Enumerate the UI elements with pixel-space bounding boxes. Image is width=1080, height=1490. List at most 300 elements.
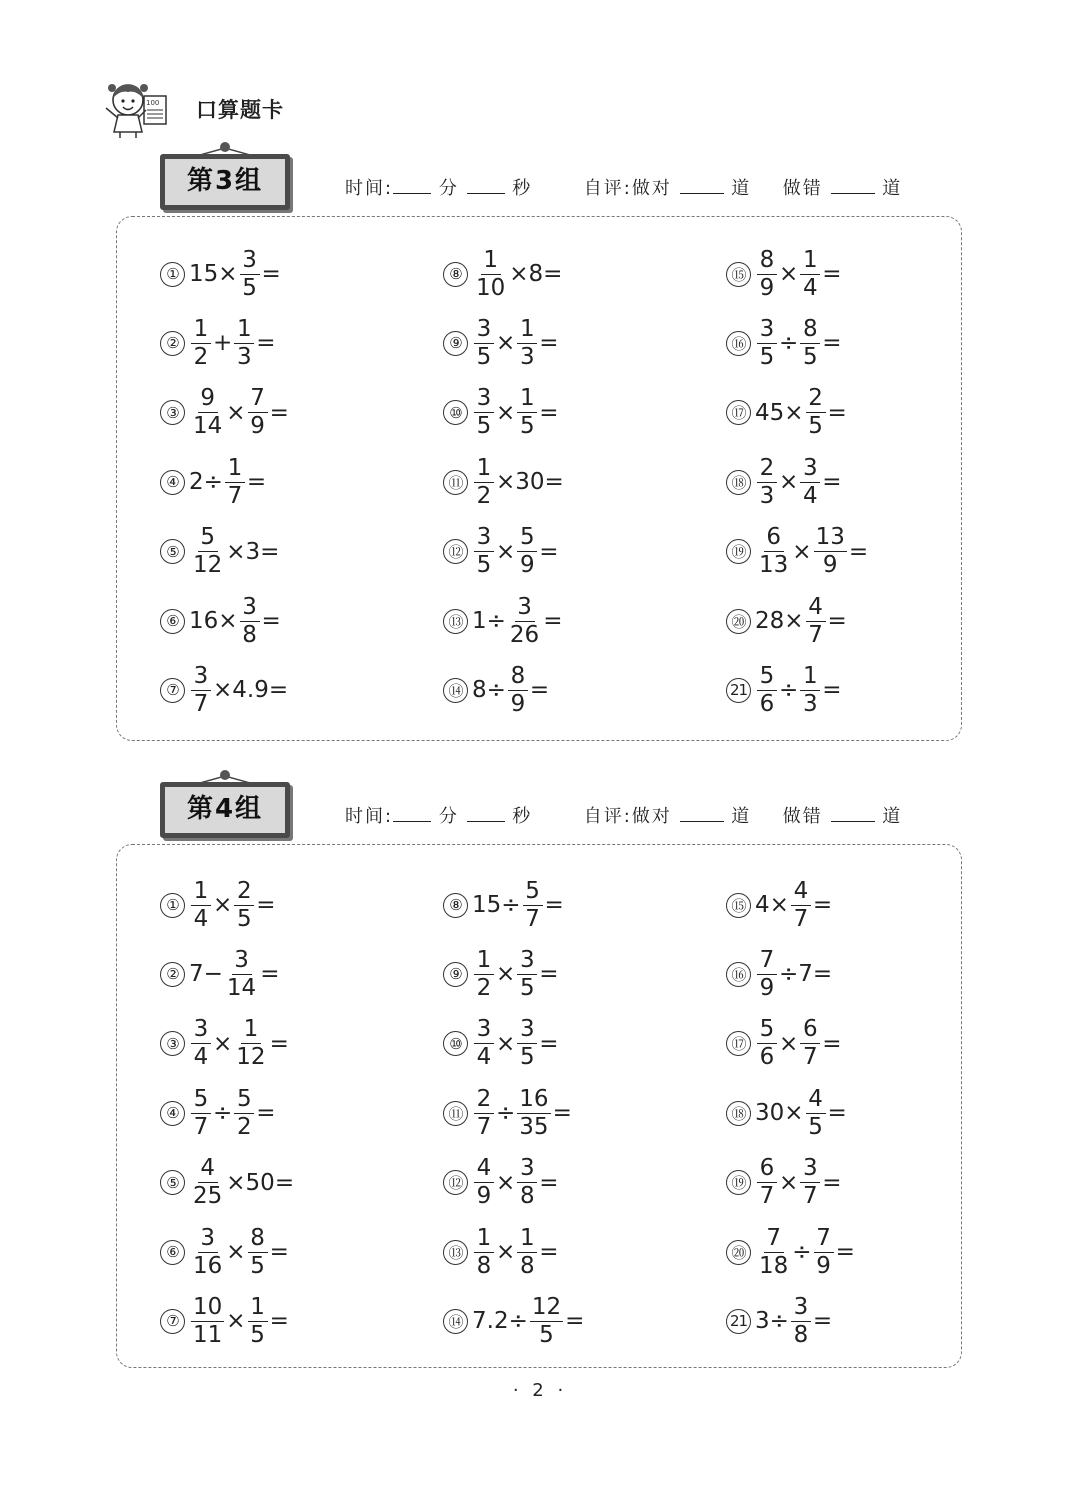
wrong-label: 做错 [782, 178, 823, 199]
denominator: 5 [759, 343, 775, 370]
numerator: 16 [519, 1085, 549, 1112]
numerator: 8 [508, 665, 528, 691]
group-sign [160, 770, 296, 836]
minute-blank[interactable] [393, 177, 431, 194]
problem-number: ⑭ [443, 678, 468, 703]
expression-text: 15÷ [472, 892, 521, 918]
numerator: 3 [517, 1018, 537, 1044]
fraction [191, 526, 224, 577]
fraction [191, 315, 211, 370]
problem-item [443, 385, 559, 440]
expression-text: = [544, 892, 564, 918]
fraction [530, 1293, 563, 1348]
denominator: 2 [193, 343, 209, 370]
expression-text: = [269, 1030, 289, 1057]
fraction [757, 1157, 777, 1208]
correct-count-blank[interactable] [680, 177, 724, 194]
problem-number: ⑱ [726, 1101, 751, 1126]
problem-item [443, 1016, 559, 1071]
denominator: 9 [822, 552, 838, 579]
time-label: 时间: [345, 178, 394, 199]
numerator: 1 [241, 1018, 261, 1044]
problem-number: ② [160, 962, 185, 987]
fraction [517, 1018, 537, 1069]
denominator: 3 [759, 482, 775, 509]
time-label: 时间: [345, 806, 394, 827]
fraction [800, 1157, 820, 1208]
denominator: 4 [802, 482, 818, 509]
expression-text: = [256, 1100, 276, 1127]
problem-item [726, 593, 847, 648]
denominator: 4 [193, 1044, 209, 1071]
denominator: 7 [525, 905, 540, 932]
problem-number: ⑯ [726, 331, 751, 356]
problem-number: ④ [160, 470, 185, 495]
expression-text: = [539, 961, 559, 988]
problem-item [443, 1224, 559, 1279]
problem-item [443, 1293, 585, 1348]
numerator: 10 [193, 1293, 223, 1320]
problem-item [726, 246, 842, 301]
numerator: 12 [531, 1293, 562, 1320]
numerator: 5 [191, 1088, 211, 1114]
denominator: 9 [759, 974, 775, 1001]
problem-number: ⑥ [160, 609, 185, 634]
numerator: 7 [764, 1227, 784, 1253]
fraction [248, 387, 268, 438]
expression-text: × [496, 1169, 516, 1196]
numerator: 3 [800, 457, 820, 483]
numerator: 3 [474, 387, 494, 413]
expression-text: = [269, 1239, 289, 1265]
fraction [757, 526, 790, 577]
problem-item [443, 1085, 572, 1140]
problem-item [160, 246, 281, 301]
denominator: 10 [476, 274, 506, 301]
expression-text: = [539, 1030, 559, 1057]
numerator: 1 [474, 949, 494, 975]
problem-item [160, 1155, 295, 1210]
denominator: 9 [759, 274, 775, 301]
minute-label: 分 [438, 178, 459, 199]
denominator: 8 [476, 1252, 492, 1279]
numerator: 5 [517, 526, 537, 552]
numerator: 1 [481, 249, 501, 275]
denominator: 5 [242, 274, 257, 301]
fraction [800, 246, 820, 301]
problem-item [726, 524, 869, 579]
expression-text: × [496, 1239, 516, 1265]
denominator: 8 [519, 1183, 535, 1210]
numerator: 7 [248, 387, 268, 413]
dao-label: 道 [882, 806, 903, 827]
problem-item [726, 385, 847, 440]
second-label: 秒 [512, 806, 533, 827]
expression-text: ÷ [792, 1239, 812, 1265]
denominator: 5 [808, 413, 823, 440]
expression-text: 7− [189, 961, 223, 988]
numerator: 1 [517, 1227, 537, 1253]
expression-text: 1÷ [472, 608, 506, 634]
problem-item [443, 662, 550, 717]
expression-text: = [539, 538, 559, 565]
expression-text: = [822, 1030, 842, 1057]
problem-item [160, 1293, 289, 1348]
fraction [757, 454, 777, 509]
denominator: 12 [193, 552, 223, 579]
second-blank[interactable] [467, 177, 505, 194]
expression-text: ÷7= [779, 961, 833, 988]
denominator: 9 [816, 1252, 831, 1279]
numerator: 3 [240, 249, 260, 275]
problem-item [726, 1224, 855, 1279]
expression-text: 4× [755, 892, 789, 918]
problem-item [726, 315, 842, 370]
fraction [757, 946, 777, 1001]
fraction [248, 1293, 268, 1348]
expression-text: = [812, 1308, 833, 1335]
expression-text: × [213, 1030, 233, 1057]
denominator: 4 [476, 1044, 492, 1071]
problem-item [160, 454, 267, 509]
problem-item [443, 1155, 559, 1210]
problem-number: ③ [160, 1031, 185, 1056]
fraction [191, 1157, 224, 1208]
fraction [191, 662, 211, 717]
correct-count-blank[interactable] [680, 805, 724, 822]
problem-number: ⑳ [726, 609, 751, 634]
numerator: 2 [234, 880, 254, 906]
expression-text: = [827, 1100, 847, 1127]
fraction [791, 877, 811, 932]
problem-item [726, 454, 842, 509]
numerator: 3 [474, 318, 494, 344]
denominator: 5 [802, 343, 818, 370]
problem-item [160, 593, 281, 648]
self-eval-label: 自评:做对 [583, 178, 672, 199]
expression-text: × [779, 261, 799, 287]
numerator: 5 [234, 1088, 254, 1114]
problem-number: ⑫ [443, 1170, 468, 1195]
numerator: 8 [800, 318, 820, 344]
denominator: 35 [519, 1113, 549, 1140]
wrong-count-blank[interactable] [831, 805, 875, 822]
problem-number: ⑧ [443, 262, 468, 287]
denominator: 5 [539, 1321, 554, 1348]
problem-number: ⑯ [726, 962, 751, 987]
problem-item [443, 877, 564, 932]
numerator: 3 [240, 596, 260, 622]
denominator: 5 [808, 1113, 823, 1140]
expression-text: = [269, 1308, 289, 1335]
problem-number: ⑬ [443, 1240, 468, 1265]
numerator: 2 [806, 387, 826, 413]
dao-label: 道 [882, 178, 903, 199]
denominator: 13 [759, 552, 789, 579]
numerator: 5 [757, 1018, 777, 1044]
numerator: 8 [248, 1227, 268, 1253]
denominator: 7 [793, 905, 809, 932]
problem-item [160, 946, 280, 1001]
expression-text: 16× [189, 608, 238, 634]
problem-number: ⑪ [443, 1101, 468, 1126]
denominator: 8 [519, 1252, 535, 1279]
fraction [474, 1224, 494, 1279]
fraction [225, 946, 258, 1001]
fraction [800, 315, 820, 370]
numerator: 1 [474, 457, 494, 483]
page-title: 口算题卡 [196, 98, 284, 122]
denominator: 14 [226, 974, 257, 1001]
dao-label: 道 [731, 806, 752, 827]
problem-item [726, 662, 842, 717]
fraction [517, 946, 537, 1001]
fraction [806, 593, 826, 648]
expression-text: 7.2÷ [472, 1308, 528, 1335]
denominator: 9 [510, 690, 526, 717]
fraction [191, 877, 211, 932]
numerator: 4 [474, 1157, 494, 1183]
denominator: 7 [802, 1044, 818, 1071]
denominator: 7 [476, 1113, 492, 1140]
numerator: 13 [815, 524, 845, 551]
denominator: 2 [476, 482, 492, 509]
fraction [474, 1018, 494, 1069]
mascot-girl-icon [100, 78, 174, 140]
numerator: 6 [757, 1157, 777, 1183]
expression-text: × [226, 1239, 246, 1265]
expression-text: × [226, 399, 246, 426]
problem-number: ⑬ [443, 609, 468, 634]
expression-text: × [779, 1169, 799, 1196]
fraction [806, 1085, 826, 1140]
denominator: 5 [519, 1044, 535, 1071]
nail-icon [220, 142, 230, 152]
fraction [517, 1224, 537, 1279]
numerator: 3 [198, 1227, 218, 1253]
problem-item [443, 946, 559, 1001]
numerator: 1 [517, 387, 537, 413]
expression-text: ÷ [779, 330, 799, 357]
numerator: 7 [757, 949, 777, 975]
problem-item [160, 524, 280, 579]
fraction [517, 1157, 537, 1208]
expression-text: × [496, 399, 516, 426]
fraction [800, 1018, 820, 1069]
fraction [757, 1224, 790, 1279]
denominator: 8 [793, 1321, 809, 1348]
second-blank[interactable] [467, 805, 505, 822]
expression-text: × [779, 469, 799, 496]
denominator: 4 [802, 274, 818, 301]
problem-number: ④ [160, 1101, 185, 1126]
numerator: 2 [474, 1088, 494, 1114]
numerator: 8 [757, 249, 777, 275]
fraction [234, 1085, 254, 1140]
fraction [757, 315, 777, 370]
problem-number: ⑩ [443, 1031, 468, 1056]
expression-text: × [496, 1030, 516, 1057]
numerator: 1 [248, 1296, 268, 1322]
numerator: 6 [764, 526, 784, 552]
expression-text: 8÷ [472, 677, 506, 704]
numerator: 1 [474, 1227, 494, 1253]
dao-label: 道 [731, 178, 752, 199]
denominator: 6 [759, 1044, 775, 1071]
numerator: 1 [191, 318, 211, 344]
fraction [474, 454, 494, 509]
problem-item [443, 593, 563, 648]
denominator: 7 [808, 621, 823, 648]
expression-text: = [827, 608, 847, 634]
expression-text: = [543, 608, 563, 634]
fraction [757, 1018, 777, 1069]
fraction [806, 387, 826, 438]
denominator: 5 [476, 552, 492, 579]
fraction [191, 1018, 211, 1069]
problem-item [443, 246, 563, 301]
expression-text: × [496, 961, 516, 988]
expression-text: = [246, 469, 267, 496]
denominator: 16 [193, 1252, 223, 1279]
numerator: 4 [806, 596, 826, 622]
expression-text: = [822, 261, 842, 287]
fraction [791, 1293, 811, 1348]
problem-number: 21 [726, 1309, 751, 1334]
expression-text: = [256, 892, 276, 918]
problem-item [726, 946, 833, 1001]
expression-text: + [213, 330, 233, 357]
numerator: 1 [225, 457, 245, 483]
problem-number: ⑧ [443, 893, 468, 918]
fraction [800, 662, 820, 717]
numerator: 5 [757, 665, 777, 691]
problem-number: ① [160, 893, 185, 918]
problem-item [160, 315, 276, 370]
expression-text: = [812, 892, 833, 918]
problem-number: ⑦ [160, 1309, 185, 1334]
denominator: 5 [250, 1321, 265, 1348]
fraction [474, 1157, 494, 1208]
denominator: 3 [802, 690, 818, 717]
denominator: 5 [476, 343, 492, 370]
wrong-count-blank[interactable] [831, 177, 875, 194]
expression-text: = [565, 1308, 585, 1335]
fraction [814, 526, 847, 577]
expression-text: = [552, 1100, 572, 1127]
numerator: 4 [198, 1157, 218, 1183]
denominator: 14 [193, 413, 223, 440]
problem-number: ⑪ [443, 470, 468, 495]
numerator: 3 [515, 596, 535, 622]
numerator: 4 [806, 1088, 826, 1114]
svg-text:100: 100 [146, 99, 160, 107]
denominator: 7 [193, 1113, 209, 1140]
fraction [757, 662, 777, 717]
denominator: 12 [236, 1044, 266, 1071]
expression-text: = [539, 1239, 559, 1265]
minute-blank[interactable] [393, 805, 431, 822]
expression-text: = [822, 330, 842, 357]
problem-item [726, 877, 833, 932]
expression-text: ×50= [226, 1169, 295, 1196]
expression-text: × [496, 330, 516, 357]
numerator: 3 [757, 318, 777, 344]
problem-number: ⑥ [160, 1240, 185, 1265]
fraction [523, 877, 543, 932]
fraction [234, 877, 254, 932]
page-header [100, 78, 400, 140]
fraction [240, 246, 260, 301]
fraction [191, 387, 224, 438]
numerator: 2 [757, 457, 777, 483]
expression-text: × [496, 538, 516, 565]
problem-number: ⑫ [443, 539, 468, 564]
numerator: 9 [198, 387, 218, 413]
fraction [234, 315, 254, 370]
numerator: 3 [191, 1018, 211, 1044]
wrong-label: 做错 [782, 806, 823, 827]
denominator: 7 [193, 690, 209, 717]
fraction [517, 387, 537, 438]
fraction [508, 662, 528, 717]
problem-item [443, 524, 559, 579]
numerator: 3 [191, 665, 211, 691]
expression-text: = [539, 330, 559, 357]
expression-text: = [822, 677, 842, 704]
denominator: 7 [227, 482, 243, 509]
numerator: 3 [474, 1018, 494, 1044]
numerator: 1 [800, 249, 820, 275]
denominator: 5 [519, 413, 535, 440]
expression-text: ÷ [779, 677, 799, 704]
fraction [517, 526, 537, 577]
expression-text: = [539, 399, 559, 426]
expression-text: 15× [189, 261, 238, 287]
problem-item [726, 1016, 842, 1071]
expression-text: ×30= [496, 469, 564, 496]
denominator: 5 [519, 974, 535, 1001]
numerator: 3 [517, 949, 537, 975]
group-title: 第3组 [186, 166, 264, 196]
expression-text: 30× [755, 1100, 804, 1127]
expression-text: × [792, 538, 812, 565]
denominator: 7 [759, 1183, 775, 1210]
problem-number: ⑤ [160, 1170, 185, 1195]
fraction [517, 1085, 550, 1140]
expression-text: = [822, 1169, 842, 1196]
expression-text: = [256, 330, 276, 357]
expression-text: 28× [755, 608, 804, 634]
expression-text: = [848, 538, 869, 565]
fraction [248, 1224, 268, 1279]
problem-number: ⑰ [726, 400, 751, 425]
expression-text: = [261, 608, 281, 634]
denominator: 2 [236, 1113, 252, 1140]
fraction [225, 454, 245, 509]
problem-number: 21 [726, 678, 751, 703]
fraction [191, 1085, 211, 1140]
denominator: 11 [193, 1321, 223, 1348]
numerator: 3 [800, 1157, 820, 1183]
expression-text: = [269, 399, 289, 426]
fraction [474, 387, 494, 438]
problem-number: ⑰ [726, 1031, 751, 1056]
problem-item [160, 877, 276, 932]
fraction [800, 454, 820, 509]
problem-item [726, 1155, 842, 1210]
problem-number: ⑲ [726, 539, 751, 564]
